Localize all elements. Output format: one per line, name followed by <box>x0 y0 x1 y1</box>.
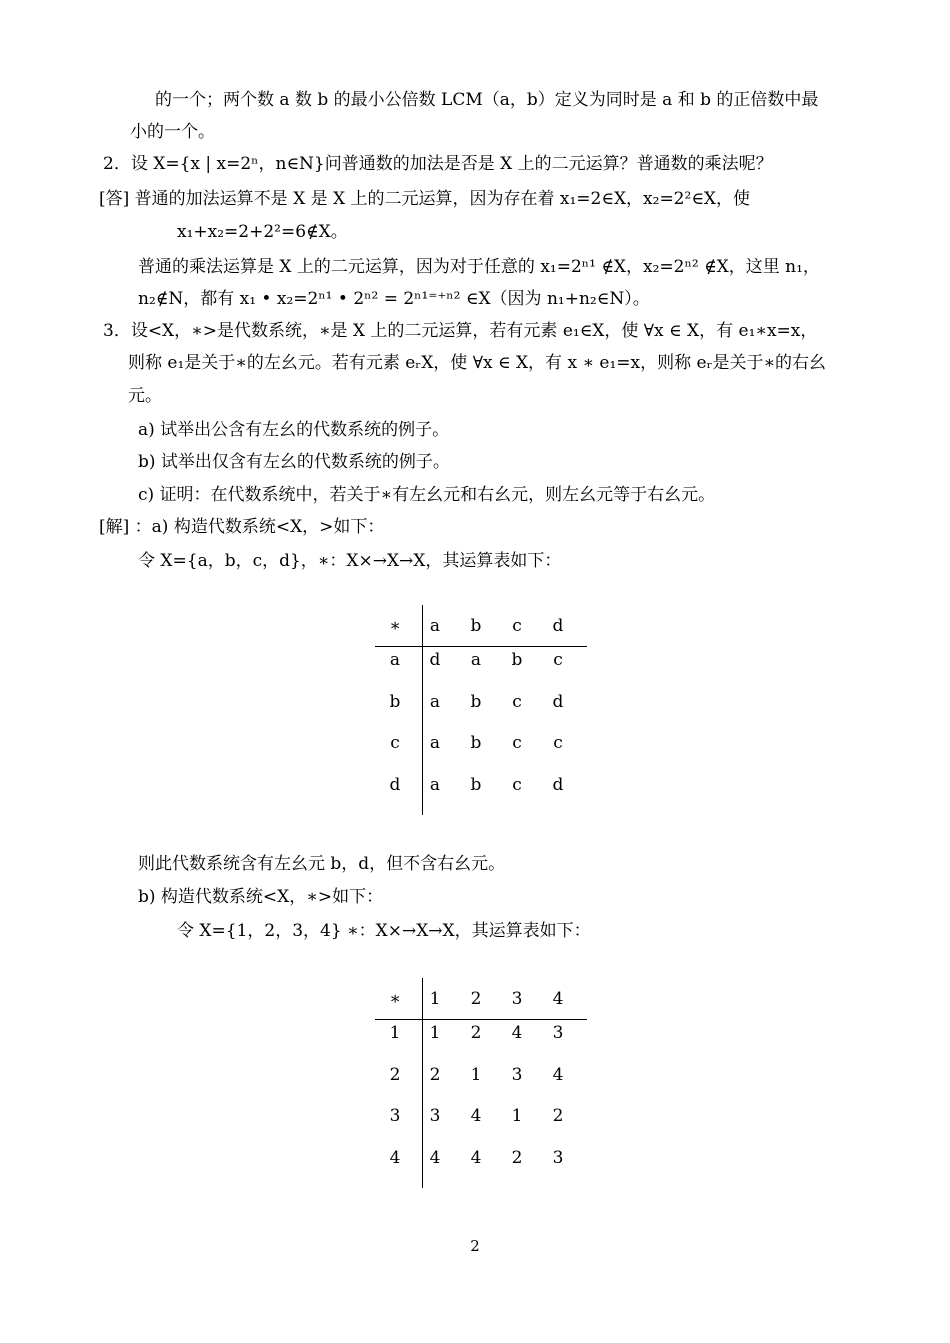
page-number: 2 <box>470 1237 480 1255</box>
solution-b-setup: 令 X={1，2，3，4} ∗：X×→X→X，其运算表如下： <box>177 921 591 941</box>
table-cell: 1 <box>429 1023 441 1043</box>
table-cell: c <box>553 650 563 670</box>
table-cell: a <box>429 775 441 795</box>
subquestion-a: a) 试举出公含有左幺的代数系统的例子。 <box>138 420 450 440</box>
table-row-header: 4 <box>389 1148 401 1168</box>
answer-2-line-2: x₁+x₂=2+2²=6∉X。 <box>177 222 348 242</box>
question-3-line-2: 则称 e₁是关于∗的左幺元。若有元素 eᵣX，使 ∀x ∈ X，有 x ∗ e₁=x，则称 eᵣ是关于∗的右幺 <box>128 353 827 373</box>
question-2: 2．设 X={x | x=2ⁿ，n∈N}问普通数的加法是否是 X 上的二元运算？普通数的乘法呢？ <box>103 154 773 174</box>
table-cell: a <box>429 692 441 712</box>
table-row-header: 1 <box>389 1023 401 1043</box>
table-cell: b <box>470 692 482 712</box>
table-cell: 4 <box>470 1106 482 1126</box>
table-cell: 1 <box>470 1065 482 1085</box>
table-row-header: 2 <box>389 1065 401 1085</box>
table-cell: 4 <box>470 1148 482 1168</box>
subquestion-c: c) 证明：在代数系统中，若关于∗有左幺元和右幺元，则左幺元等于右幺元。 <box>138 485 716 505</box>
solution-a-setup: 令 X={a，b，c，d}，∗：X×→X→X，其运算表如下： <box>138 551 562 571</box>
solution-b-heading: b) 构造代数系统<X，∗>如下： <box>138 887 384 907</box>
table-column-header: 2 <box>470 989 482 1009</box>
table-column-header: 3 <box>511 989 523 1009</box>
table-cell: c <box>512 692 522 712</box>
table-cell: 3 <box>511 1065 523 1085</box>
table-cell: d <box>429 650 441 670</box>
question-3-line-3: 元。 <box>128 386 162 406</box>
table-cell: 1 <box>511 1106 523 1126</box>
table-cell: 4 <box>552 1065 564 1085</box>
table-cell: 3 <box>552 1148 564 1168</box>
operation-table-1 <box>375 605 595 815</box>
table-cell: a <box>429 733 441 753</box>
solution-a-conclusion: 则此代数系统含有左幺元 b，d，但不含右幺元。 <box>138 854 506 874</box>
table-cell: c <box>512 733 522 753</box>
table-cell: 2 <box>511 1148 523 1168</box>
solution-a-heading: [解] ：a) 构造代数系统<X，>如下： <box>99 517 385 537</box>
table-row-header: 3 <box>389 1106 401 1126</box>
table-cell: b <box>511 650 523 670</box>
table-row-header: b <box>389 692 401 712</box>
table-column-header: b <box>470 616 482 636</box>
answer-2-line-4: n₂∉N，都有 x₁ • x₂=2ⁿ¹ • 2ⁿ² = 2ⁿ¹⁼⁺ⁿ² ∈X（因为 n₁+n₂∈N）。 <box>138 289 650 309</box>
table-column-header: c <box>512 616 522 636</box>
table-row-header: c <box>390 733 400 753</box>
table-cell: 2 <box>470 1023 482 1043</box>
text-line: 小的一个。 <box>130 122 215 142</box>
subquestion-b: b) 试举出仅含有左幺的代数系统的例子。 <box>138 452 450 472</box>
table-cell: b <box>470 775 482 795</box>
table-divider-horizontal <box>375 1019 587 1020</box>
table-row-header: a <box>389 650 401 670</box>
table-cell: c <box>553 733 563 753</box>
table-cell: 4 <box>429 1148 441 1168</box>
table-cell: b <box>470 733 482 753</box>
table-column-header: a <box>429 616 441 636</box>
table-column-header: d <box>552 616 564 636</box>
table-column-header: 4 <box>552 989 564 1009</box>
answer-2-line-3: 普通的乘法运算是 X 上的二元运算，因为对于任意的 x₁=2ⁿ¹ ∉X，x₂=2ⁿ² ∉X，这里 n₁， <box>138 257 820 277</box>
table-divider-horizontal <box>375 646 587 647</box>
table-cell: 4 <box>511 1023 523 1043</box>
answer-2-line-1: [答] 普通的加法运算不是 X 是 X 上的二元运算，因为存在着 x₁=2∈X，x₂=2²∈X，使 <box>99 189 751 209</box>
table-cell: c <box>512 775 522 795</box>
text-line: 的一个；两个数 a 数 b 的最小公倍数 LCM（a，b）定义为同时是 a 和 b 的正倍数中最 <box>155 90 819 110</box>
table-operator-symbol: ∗ <box>389 989 401 1009</box>
question-3-line-1: 3．设<X，∗>是代数系统，∗是 X 上的二元运算，若有元素 e₁∈X，使 ∀x ∈ X，有 e₁∗x=x， <box>103 321 818 341</box>
table-cell: 2 <box>552 1106 564 1126</box>
table-cell: 2 <box>429 1065 441 1085</box>
table-cell: 3 <box>429 1106 441 1126</box>
table-cell: 3 <box>552 1023 564 1043</box>
table-column-header: 1 <box>429 989 441 1009</box>
table-cell: d <box>552 775 564 795</box>
table-cell: a <box>470 650 482 670</box>
table-cell: d <box>552 692 564 712</box>
operation-table-2 <box>375 978 595 1188</box>
table-operator-symbol: ∗ <box>389 616 401 636</box>
table-row-header: d <box>389 775 401 795</box>
